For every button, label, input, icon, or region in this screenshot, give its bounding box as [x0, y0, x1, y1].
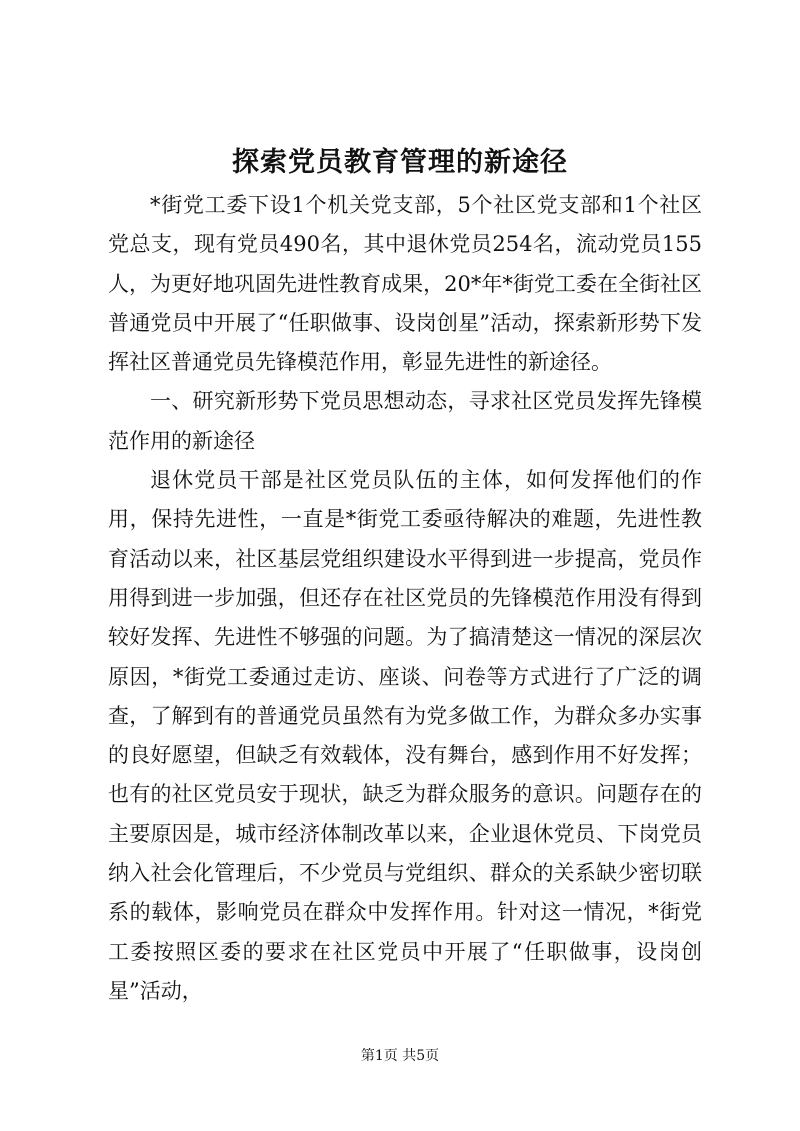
section-heading-1: 一、研究新形势下党员思想动态，寻求社区党员发挥先锋模范作用的新途径 [108, 389, 702, 453]
page-footer: 第1页 共5页 [360, 1048, 440, 1064]
document-title: 探索党员教育管理的新途径 [232, 147, 568, 178]
document-body [108, 186, 702, 1011]
paragraph-intro: *街党工委下设1个机关党支部，5个社区党支部和1个社区党总支，现有党员490名，其中退休党员254名，流动党员155人，为更好地巩固先进性教育成果，20*年*街党工委在全街社区普通党员中开展了“任职做事、设岗创星”活动，探索新形势下发挥社区普通党员先锋模范作用，彰显先进性的新途径。 [108, 193, 702, 375]
paragraph-section-1: 退休党员干部是社区党员队伍的主体，如何发挥他们的作用，保持先进性，一直是*街党工委亟待解决的难题，先进性教育活动以来，社区基层党组织建设水平得到进一步提高，党员作用得到进一步加强，但还存在社区党员的先锋模范作用没有得到较好发挥、先进性不够强的问题。为了搞清楚这一情况的深层次原因，*街党工委通过走访、座谈、问卷等方式进行了广泛的调查，了解到有的普通党员虽然有为党多做工作，为群众多办实事的良好愿望，但缺乏有效载体，没有舞台，感到作用不好发挥；也有的社区党员安于现状，缺乏为群众服务的意识。问题存在的主要原因是，城市经济体制改革以来，企业退休党员、下岗党员纳入社会化管理后，不少党员与党组织、群众的关系缺少密切联系的载体，影响党员在群众中发挥作用。针对这一情况，*街党工委按照区委的要求在社区党员中开展了“任职做事，设岗创星”活动， [108, 468, 702, 1003]
